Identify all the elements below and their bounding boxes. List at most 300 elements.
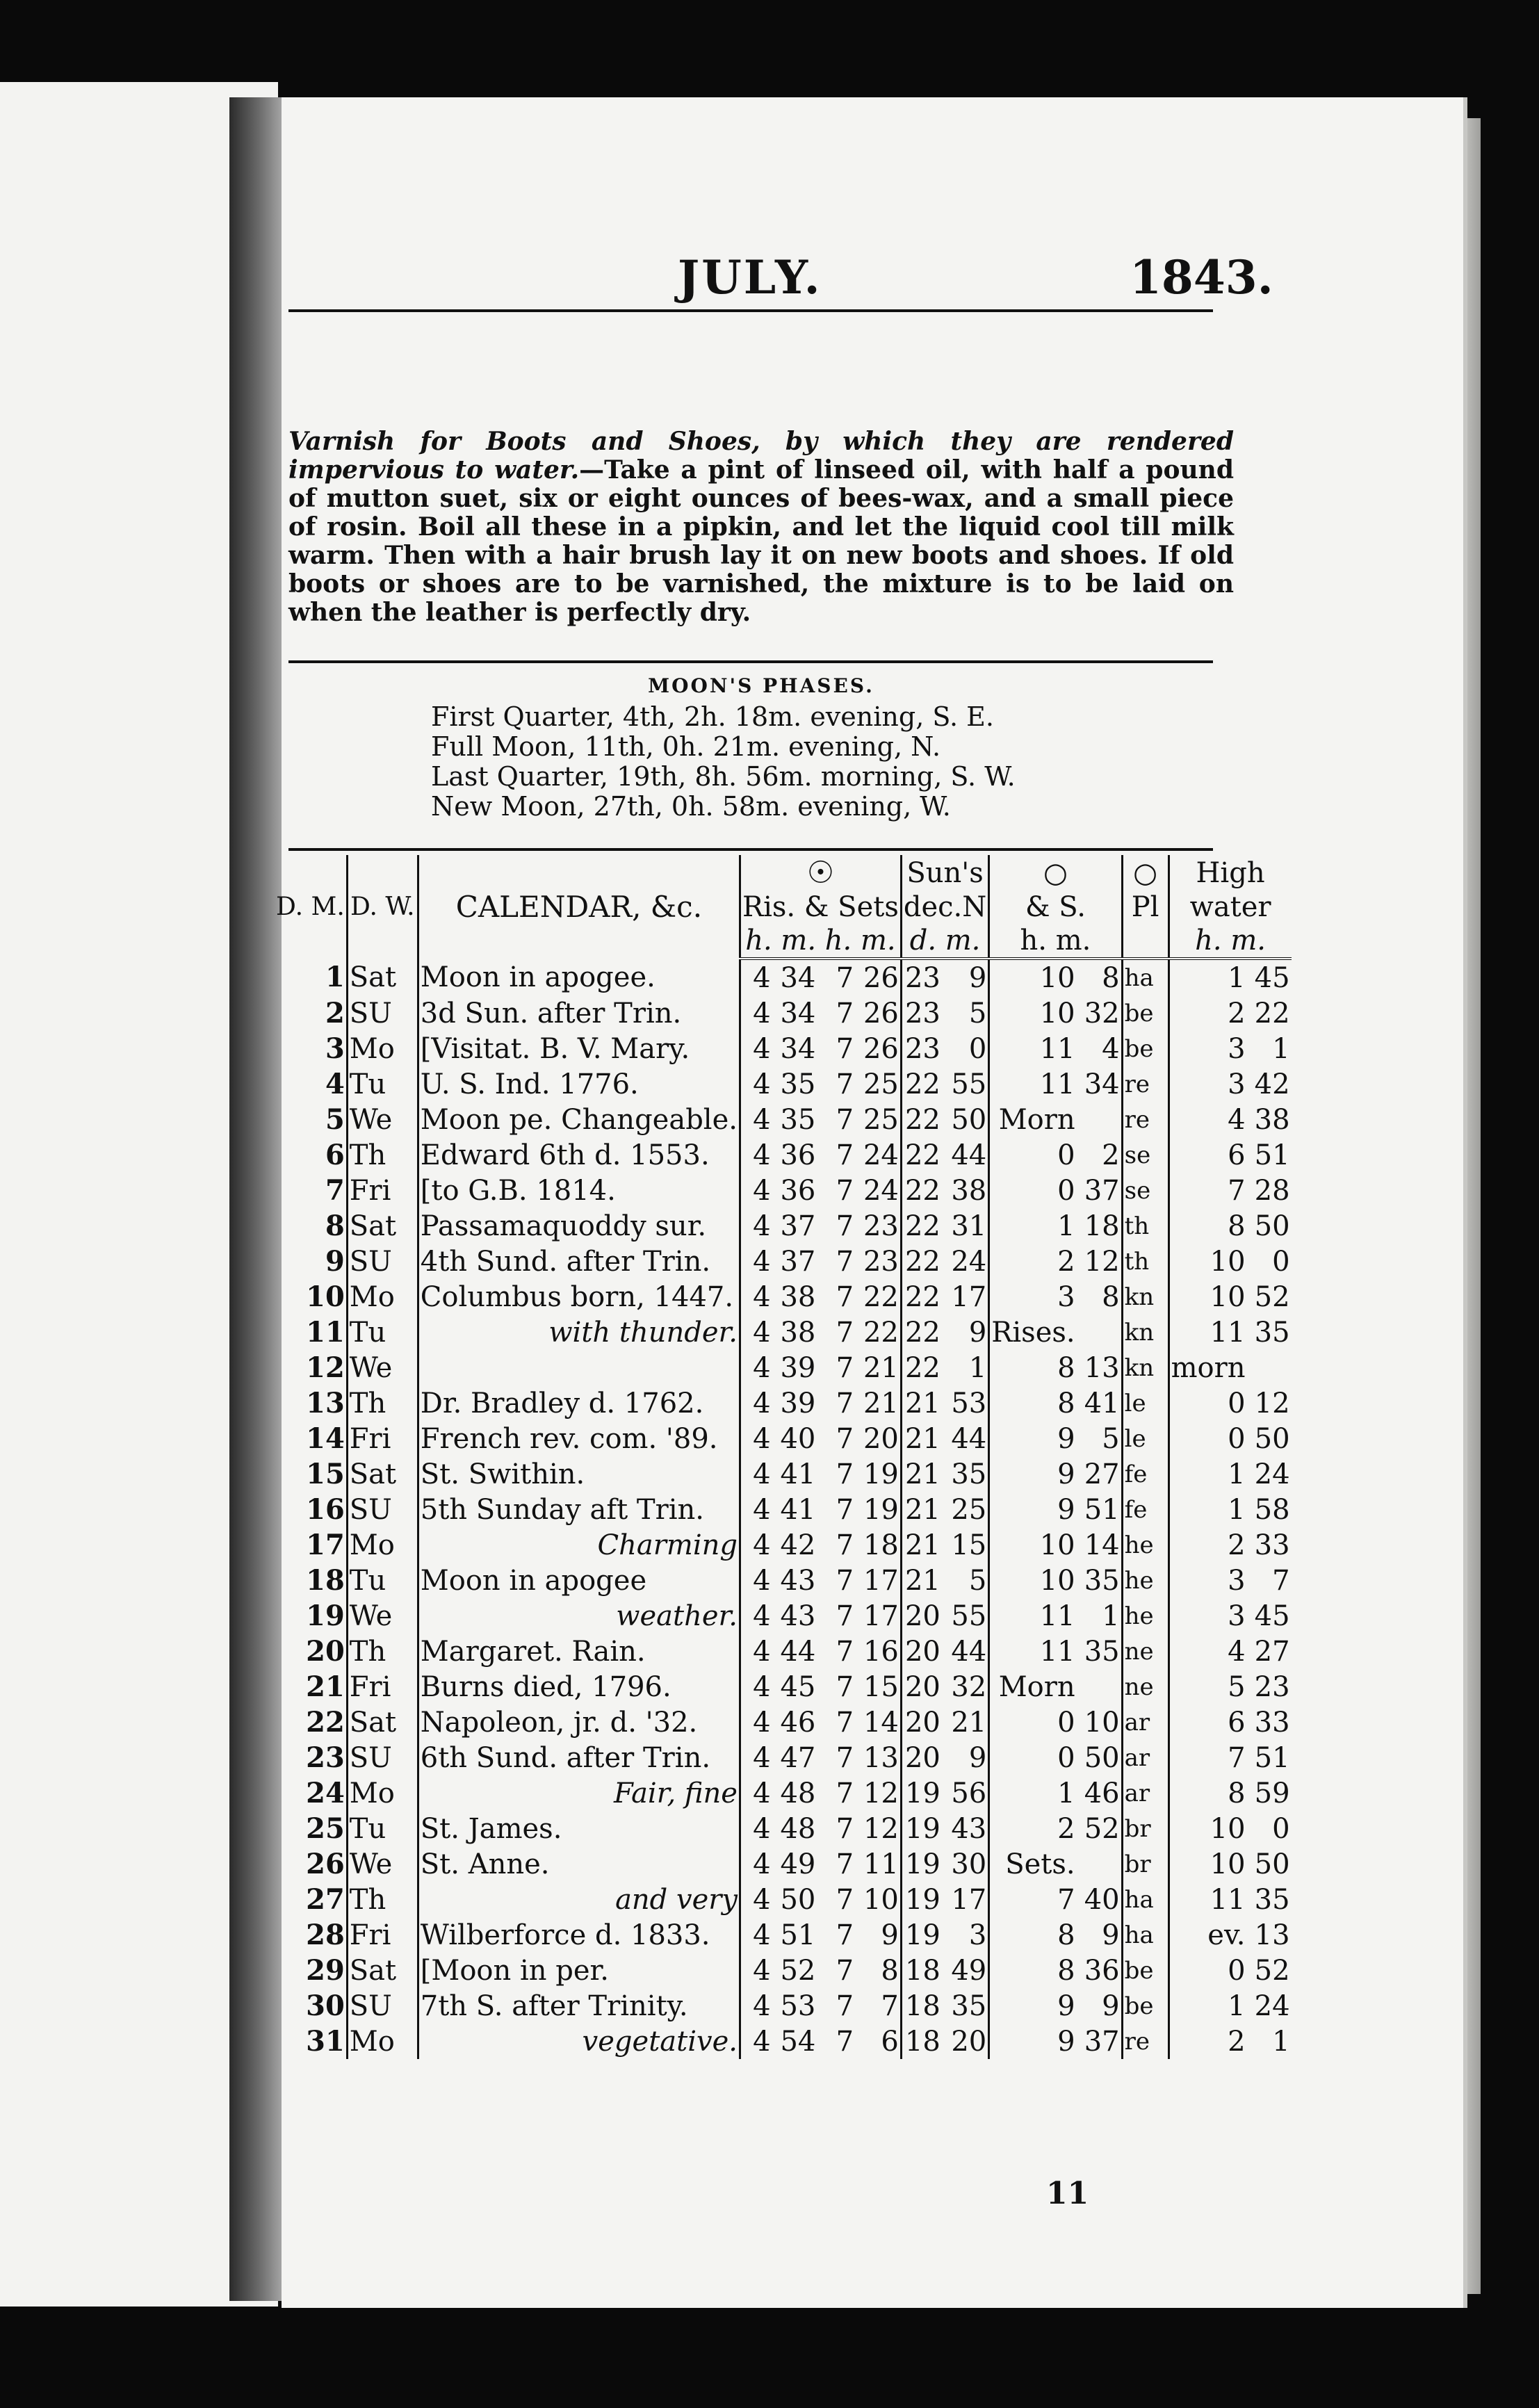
moon-rs-minute	[1077, 1846, 1123, 1882]
sun-dec-degree: 19	[901, 1882, 941, 1917]
moon-rs-minute: 14	[1084, 1529, 1120, 1561]
calendar-entry: Columbus born, 1447.	[418, 1279, 740, 1315]
sunrise-hour: 4	[740, 1988, 772, 2024]
header-rule	[288, 309, 1213, 312]
sunrise-hour: 4	[740, 1208, 772, 1244]
sunrise-hour: 4	[740, 1102, 772, 1137]
sunrise-minute: 34	[780, 997, 816, 1030]
high-water-hour: 7	[1168, 1173, 1246, 1208]
day-of-month: 2	[325, 997, 345, 1030]
sunrise-minute: 41	[780, 1493, 816, 1526]
sunset-minute: 25	[863, 1103, 899, 1136]
day-of-month: 4	[325, 1068, 345, 1100]
sunrise-hour: 4	[740, 995, 772, 1031]
high-water-minute: 27	[1254, 1635, 1290, 1668]
high-water-hour: 6	[1168, 1705, 1246, 1740]
sun-dec-minute: 0	[968, 1032, 987, 1065]
sun-dec-minute: 21	[951, 1706, 987, 1739]
calendar-row	[275, 1279, 1292, 1315]
calendar-row	[275, 1031, 1292, 1066]
high-water-hour: morn	[1168, 1350, 1246, 1385]
high-water-hour: 1	[1168, 1988, 1246, 2024]
sunset-minute: 24	[863, 1139, 899, 1171]
sun-dec-degree: 18	[901, 1988, 941, 2024]
high-water-minute: 1	[1272, 1032, 1290, 1065]
sunrise-hour: 4	[740, 1740, 772, 1775]
moon-phase-line: Last Quarter, 19th, 8h. 56m. morning, S. W.	[431, 761, 1016, 792]
sun-dec-minute: 44	[951, 1422, 987, 1455]
sunrise-minute: 44	[780, 1635, 816, 1668]
sun-dec-degree: 21	[901, 1563, 941, 1598]
day-of-week: Th	[347, 1634, 418, 1669]
high-water-hour: 10	[1168, 1811, 1246, 1846]
calendar-entry: Moon pe. Changeable.	[418, 1102, 740, 1137]
high-water-minute: 12	[1254, 1387, 1290, 1419]
high-water-minute: 52	[1254, 1954, 1290, 1987]
sunrise-hour: 4	[740, 1811, 772, 1846]
day-of-month: 28	[306, 1919, 345, 1951]
day-of-week: Sat	[347, 1456, 418, 1492]
calendar-row	[275, 1173, 1292, 1208]
sunset-minute: 22	[863, 1280, 899, 1313]
recipe-rule	[288, 660, 1213, 663]
moon-place: fe	[1122, 1492, 1168, 1527]
sunset-hour: 7	[836, 1387, 854, 1419]
moon-rs-hour: 9	[989, 1492, 1077, 1527]
moon-rs-hour: 0	[989, 1173, 1077, 1208]
calendar-row	[275, 1066, 1292, 1102]
calendar-entry: Charming	[418, 1527, 740, 1563]
calendar-body	[275, 959, 1292, 2059]
sunset-hour: 7	[836, 1316, 854, 1349]
day-of-month: 18	[306, 1564, 345, 1597]
moon-place: th	[1122, 1244, 1168, 1279]
sun-dec-header-2: dec.N	[901, 890, 988, 924]
high-water-hour: 1	[1168, 1492, 1246, 1527]
sunrise-minute: 47	[780, 1741, 816, 1774]
moon-rs-minute: 9	[1102, 1919, 1120, 1951]
moon-place: ar	[1122, 1740, 1168, 1775]
calendar-entry: 5th Sunday aft Trin.	[418, 1492, 740, 1527]
day-of-month: 3	[325, 1032, 345, 1065]
moon-place-symbol: ○	[1122, 855, 1168, 890]
calendar-row	[275, 1208, 1292, 1244]
sun-dec-minute: 9	[968, 961, 987, 994]
sunrise-minute: 52	[780, 1954, 816, 1987]
sun-dec-minute: 38	[951, 1174, 987, 1207]
day-of-week: SU	[347, 1988, 418, 2024]
calendar-table	[275, 855, 1292, 2059]
calendar-entry: 6th Sund. after Trin.	[418, 1740, 740, 1775]
sunset-hour: 7	[836, 961, 854, 994]
sunset-hour: 7	[836, 1990, 854, 2022]
day-of-week: SU	[347, 995, 418, 1031]
sunrise-minute: 38	[780, 1280, 816, 1313]
sunset-minute: 14	[863, 1706, 899, 1739]
sunrise-hour: 4	[740, 2024, 772, 2059]
sunrise-hour: 4	[740, 1563, 772, 1598]
sunset-minute: 10	[863, 1883, 899, 1916]
sunset-minute: 21	[863, 1387, 899, 1419]
moon-rs-minute: 1	[1102, 1600, 1120, 1632]
sun-dec-units: d. m.	[901, 924, 988, 959]
day-of-week: SU	[347, 1740, 418, 1775]
calendar-entry: St. Swithin.	[418, 1456, 740, 1492]
day-of-week: Mo	[347, 2024, 418, 2059]
moon-place: se	[1122, 1137, 1168, 1173]
day-of-week: Fri	[347, 1917, 418, 1953]
moon-rs-hour: 0	[989, 1137, 1077, 1173]
day-of-month: 12	[306, 1351, 345, 1384]
moon-rs-minute: 32	[1084, 997, 1120, 1030]
sunset-minute: 23	[863, 1245, 899, 1278]
sun-dec-degree: 21	[901, 1385, 941, 1421]
sunrise-minute: 45	[780, 1670, 816, 1703]
calendar-entry: Wilberforce d. 1833.	[418, 1917, 740, 1953]
high-water-minute: 50	[1254, 1422, 1290, 1455]
sunrise-minute: 40	[780, 1422, 816, 1455]
moon-rs-minute: 10	[1084, 1706, 1120, 1739]
sun-dec-minute: 5	[968, 997, 987, 1030]
sunrise-minute: 46	[780, 1706, 816, 1739]
high-water-hour: 5	[1168, 1669, 1246, 1705]
almanac-page	[276, 97, 1467, 2308]
moon-rs-minute: 8	[1102, 1280, 1120, 1313]
moon-phases-title: MOON'S PHASES.	[648, 674, 874, 697]
moon-place: fe	[1122, 1456, 1168, 1492]
sunset-hour: 7	[836, 1706, 854, 1739]
day-of-week: Tu	[347, 1563, 418, 1598]
sunrise-hour: 4	[740, 1031, 772, 1066]
moon-rs-units: h. m.	[989, 924, 1122, 959]
day-of-month: 17	[306, 1529, 345, 1561]
moon-phase-line: New Moon, 27th, 0h. 58m. evening, W.	[431, 791, 951, 822]
sunset-minute: 7	[881, 1990, 899, 2022]
moon-rs-hour: 2	[989, 1811, 1077, 1846]
sunset-hour: 7	[836, 1600, 854, 1632]
sunrise-minute: 53	[780, 1990, 816, 2022]
sunrise-minute: 41	[780, 1458, 816, 1490]
day-of-month: 10	[306, 1280, 345, 1313]
sun-dec-minute: 9	[968, 1316, 987, 1349]
sunset-minute: 12	[863, 1777, 899, 1809]
sunrise-minute: 36	[780, 1174, 816, 1207]
sun-dec-degree: 20	[901, 1598, 941, 1634]
calendar-row	[275, 1563, 1292, 1598]
sun-dec-degree: 22	[901, 1350, 941, 1385]
calendar-entry: St. Anne.	[418, 1846, 740, 1882]
sunrise-hour: 4	[740, 1279, 772, 1315]
moon-rs-hour: 10	[989, 1527, 1077, 1563]
sunset-minute: 19	[863, 1458, 899, 1490]
calendar-row	[275, 959, 1292, 995]
sun-dec-degree: 21	[901, 1527, 941, 1563]
calendar-header: CALENDAR, &c.	[418, 855, 740, 959]
moon-place: ha	[1122, 1917, 1168, 1953]
sun-dec-degree: 18	[901, 1953, 941, 1988]
day-of-month: 1	[325, 961, 345, 993]
high-water-minute: 7	[1272, 1564, 1290, 1597]
moon-place: kn	[1122, 1279, 1168, 1315]
moon-rs-hour: 0	[989, 1705, 1077, 1740]
calendar-entry: 3d Sun. after Trin.	[418, 995, 740, 1031]
sun-dec-minute: 55	[951, 1600, 987, 1632]
sunrise-minute: 39	[780, 1351, 816, 1384]
sunrise-minute: 43	[780, 1564, 816, 1597]
sunrise-minute: 51	[780, 1919, 816, 1951]
moon-rs-header: & S.	[989, 890, 1122, 924]
high-water-minute: 33	[1254, 1529, 1290, 1561]
calendar-row	[275, 995, 1292, 1031]
calendar-row	[275, 1102, 1292, 1137]
moon-rs-minute: 37	[1084, 1174, 1120, 1207]
high-water-hour: 11	[1168, 1315, 1246, 1350]
sunset-hour: 7	[836, 1564, 854, 1597]
calendar-row	[275, 1988, 1292, 2024]
calendar-entry: Moon in apogee.	[418, 959, 740, 995]
day-of-week: Tu	[347, 1066, 418, 1102]
sun-dec-degree: 23	[901, 1031, 941, 1066]
day-of-month: 5	[325, 1103, 345, 1136]
high-water-hour: 4	[1168, 1102, 1246, 1137]
high-water-minute: 45	[1254, 961, 1290, 994]
day-of-month: 31	[306, 2025, 345, 2058]
day-of-week: Th	[347, 1882, 418, 1917]
moon-rs-minute: 40	[1084, 1883, 1120, 1916]
high-water-hour: 10	[1168, 1279, 1246, 1315]
high-water-hour: 3	[1168, 1563, 1246, 1598]
high-water-minute: 22	[1254, 997, 1290, 1030]
high-water-hour: 4	[1168, 1634, 1246, 1669]
sunrise-minute: 34	[780, 1032, 816, 1065]
day-of-week: Tu	[347, 1811, 418, 1846]
sun-dec-header: Sun's	[901, 855, 988, 890]
moon-rs-minute: 41	[1084, 1387, 1120, 1419]
high-water-minute: 50	[1254, 1848, 1290, 1880]
sunset-minute: 26	[863, 1032, 899, 1065]
day-of-week: Mo	[347, 1031, 418, 1066]
sunset-hour: 7	[836, 1032, 854, 1065]
moon-rs-hour: 7	[989, 1882, 1077, 1917]
sunset-hour: 7	[836, 1351, 854, 1384]
high-water-header: High	[1168, 855, 1291, 890]
moon-rs-hour: Rises.	[989, 1315, 1077, 1350]
moon-rs-minute: 13	[1084, 1351, 1120, 1384]
day-month-header: D. M.	[276, 893, 345, 921]
sun-dec-minute: 44	[951, 1139, 987, 1171]
sunset-hour: 7	[836, 997, 854, 1030]
sunrise-hour: 4	[740, 1953, 772, 1988]
high-water-minute: 58	[1254, 1493, 1290, 1526]
sunset-minute: 12	[863, 1812, 899, 1845]
moon-place: ha	[1122, 959, 1168, 995]
calendar-entry: weather.	[418, 1598, 740, 1634]
moon-place: be	[1122, 1953, 1168, 1988]
high-water-hour: 0	[1168, 1953, 1246, 1988]
moon-rs-hour: Morn	[989, 1102, 1077, 1137]
calendar-entry: [Visitat. B. V. Mary.	[418, 1031, 740, 1066]
sunrise-hour: 4	[740, 1385, 772, 1421]
high-water-hour: 3	[1168, 1031, 1246, 1066]
sun-dec-degree: 18	[901, 2024, 941, 2059]
sunset-hour: 7	[836, 1812, 854, 1845]
moon-rs-minute: 37	[1084, 2025, 1120, 2058]
high-water-hour: 3	[1168, 1066, 1246, 1102]
page-number: 11	[1046, 2176, 1089, 2211]
moon-rs-minute: 9	[1102, 1990, 1120, 2022]
day-of-month: 14	[306, 1422, 345, 1455]
sunset-hour: 7	[836, 1458, 854, 1490]
calendar-row	[275, 1598, 1292, 1634]
sunrise-hour: 4	[740, 1244, 772, 1279]
rise-set-header: Ris. & Sets	[740, 890, 901, 924]
day-of-month: 11	[306, 1316, 345, 1349]
moon-rs-minute	[1077, 1102, 1123, 1137]
day-of-week: Mo	[347, 1775, 418, 1811]
moon-place: ne	[1122, 1634, 1168, 1669]
sun-dec-degree: 22	[901, 1208, 941, 1244]
day-of-week: Sat	[347, 1208, 418, 1244]
sunset-minute: 26	[863, 997, 899, 1030]
sunset-minute: 9	[881, 1919, 899, 1951]
sunset-hour: 7	[836, 1210, 854, 1242]
moon-rs-hour: 8	[989, 1385, 1077, 1421]
table-top-rule	[288, 848, 1213, 851]
sunrise-hour: 4	[740, 1882, 772, 1917]
moon-place: re	[1122, 1102, 1168, 1137]
day-of-month: 30	[306, 1990, 345, 2022]
day-of-week: SU	[347, 1492, 418, 1527]
sun-dec-minute: 56	[951, 1777, 987, 1809]
sunrise-hour: 4	[740, 1137, 772, 1173]
calendar-entry: with thunder.	[418, 1315, 740, 1350]
high-water-hour: 2	[1168, 995, 1246, 1031]
moon-rs-hour: 8	[989, 1953, 1077, 1988]
sun-dec-minute: 9	[968, 1741, 987, 1774]
moon-rs-minute: 2	[1102, 1139, 1120, 1171]
moon-rs-minute: 51	[1084, 1493, 1120, 1526]
calendar-entry: St. James.	[418, 1811, 740, 1846]
high-water-hour: 1	[1168, 1456, 1246, 1492]
moon-place: se	[1122, 1173, 1168, 1208]
sunrise-hour: 4	[740, 1634, 772, 1669]
day-of-week: Fri	[347, 1173, 418, 1208]
high-water-minute: 59	[1254, 1777, 1290, 1809]
sun-dec-degree: 22	[901, 1137, 941, 1173]
high-water-hour: 0	[1168, 1385, 1246, 1421]
calendar-row	[275, 1775, 1292, 1811]
sunset-minute: 17	[863, 1600, 899, 1632]
moon-place: th	[1122, 1208, 1168, 1244]
high-water-minute: 0	[1272, 1812, 1290, 1845]
calendar-entry: vegetative.	[418, 2024, 740, 2059]
calendar-entry: Margaret. Rain.	[418, 1634, 740, 1669]
calendar-entry: Napoleon, jr. d. '32.	[418, 1705, 740, 1740]
moon-rs-hour: Morn	[989, 1669, 1077, 1705]
day-of-month: 19	[306, 1600, 345, 1632]
sun-dec-degree: 23	[901, 959, 941, 995]
moon-rs-hour: Sets.	[989, 1846, 1077, 1882]
moon-place: re	[1122, 2024, 1168, 2059]
sunset-hour: 7	[836, 1245, 854, 1278]
moon-rs-minute: 46	[1084, 1777, 1120, 1809]
calendar-entry	[418, 1350, 740, 1385]
sun-dec-minute: 50	[951, 1103, 987, 1136]
sun-dec-degree: 20	[901, 1705, 941, 1740]
sun-symbol: ☉	[740, 855, 901, 890]
moon-rs-hour: 9	[989, 1421, 1077, 1456]
calendar-row	[275, 1456, 1292, 1492]
sunrise-hour: 4	[740, 1315, 772, 1350]
high-water-minute: 52	[1254, 1280, 1290, 1313]
calendar-row	[275, 1740, 1292, 1775]
sun-dec-minute: 31	[951, 1210, 987, 1242]
high-water-minute: 24	[1254, 1990, 1290, 2022]
sunset-minute: 8	[881, 1954, 899, 1987]
moon-phase-line: Full Moon, 11th, 0h. 21m. evening, N.	[431, 731, 941, 762]
sunrise-minute: 37	[780, 1210, 816, 1242]
moon-place: he	[1122, 1527, 1168, 1563]
sun-dec-degree: 21	[901, 1456, 941, 1492]
high-water-hour: 1	[1168, 959, 1246, 995]
moon-place: le	[1122, 1385, 1168, 1421]
high-water-minute: 38	[1254, 1103, 1290, 1136]
moon-place: ha	[1122, 1882, 1168, 1917]
calendar-entry: [to G.B. 1814.	[418, 1173, 740, 1208]
moon-rs-minute: 50	[1084, 1741, 1120, 1774]
sunset-minute: 22	[863, 1316, 899, 1349]
sun-dec-degree: 22	[901, 1173, 941, 1208]
high-water-minute: 50	[1254, 1210, 1290, 1242]
moon-place: be	[1122, 1031, 1168, 1066]
sunset-minute: 21	[863, 1351, 899, 1384]
high-water-minute: 51	[1254, 1741, 1290, 1774]
moon-rs-hour: 9	[989, 2024, 1077, 2059]
high-water-hour: 8	[1168, 1775, 1246, 1811]
day-of-week: Tu	[347, 1315, 418, 1350]
day-of-week: Sat	[347, 1953, 418, 1988]
day-of-month: 26	[306, 1848, 345, 1880]
high-water-minute: 24	[1254, 1458, 1290, 1490]
day-of-month: 6	[325, 1139, 345, 1171]
moon-rs-hour: 9	[989, 1456, 1077, 1492]
day-of-month: 7	[325, 1174, 345, 1207]
high-water-minute: 28	[1254, 1174, 1290, 1207]
calendar-entry: and very	[418, 1882, 740, 1917]
year-title: 1843.	[1130, 250, 1273, 304]
sun-dec-degree: 23	[901, 995, 941, 1031]
moon-rs-hour: 1	[989, 1208, 1077, 1244]
sunset-minute: 16	[863, 1635, 899, 1668]
sunrise-minute: 42	[780, 1529, 816, 1561]
day-of-month: 15	[306, 1458, 345, 1490]
sunset-hour: 7	[836, 1103, 854, 1136]
sun-dec-minute: 53	[951, 1387, 987, 1419]
sun-dec-degree: 20	[901, 1669, 941, 1705]
day-of-month: 16	[306, 1493, 345, 1526]
sunset-hour: 7	[836, 1635, 854, 1668]
moon-rs-minute: 27	[1084, 1458, 1120, 1490]
calendar-row	[275, 1846, 1292, 1882]
sun-dec-degree: 22	[901, 1102, 941, 1137]
sunrise-hour: 4	[740, 1066, 772, 1102]
sun-dec-degree: 19	[901, 1775, 941, 1811]
moon-place: kn	[1122, 1350, 1168, 1385]
varnish-title: Varnish for Boots and Shoes, by which they are rendered impervious to water.	[288, 427, 1234, 485]
day-week-header: D. W.	[347, 855, 418, 959]
day-of-week: Sat	[347, 1705, 418, 1740]
sunrise-hour: 4	[740, 1492, 772, 1527]
